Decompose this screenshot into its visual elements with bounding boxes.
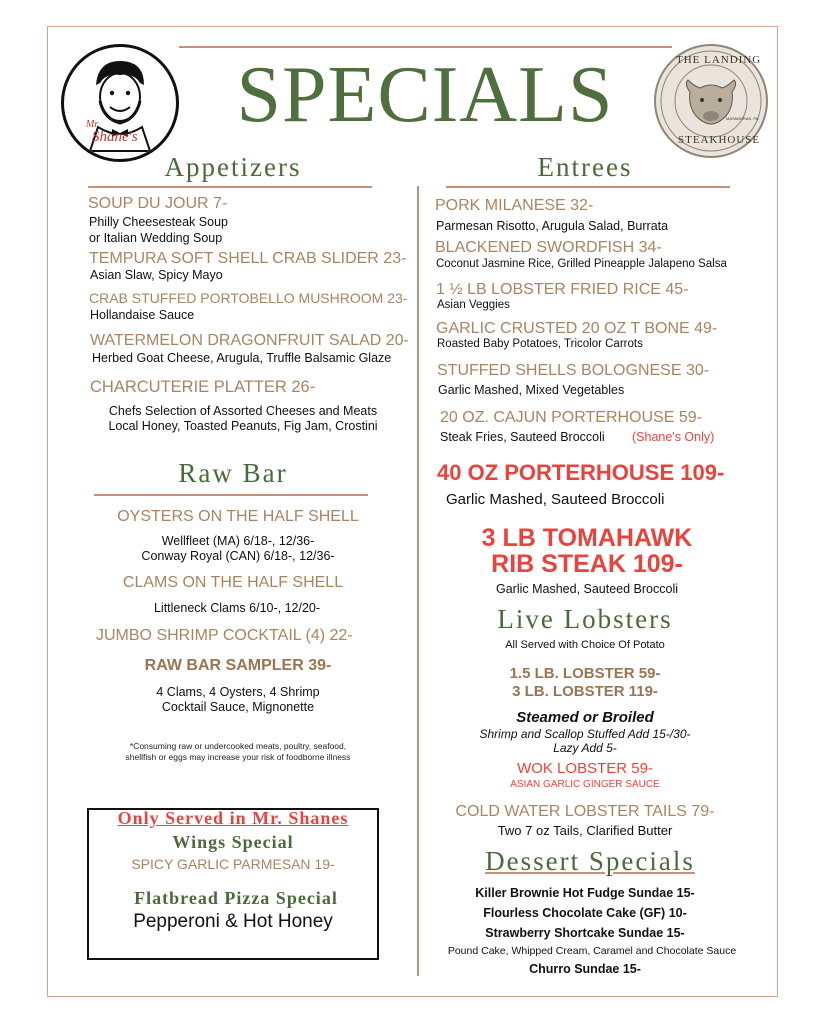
landing-steakhouse-logo (654, 44, 768, 158)
wok-lobster-name: WOK LOBSTER 59- (517, 760, 653, 777)
logo-text-shanes: Shane's (92, 129, 138, 145)
raw-sampler-desc-1: 4 Clams, 4 Oysters, 4 Shrimp (156, 685, 320, 699)
appetizer-salad-desc: Herbed Goat Cheese, Arugula, Truffle Balsamic Glaze (92, 351, 392, 365)
entrees-rule (446, 186, 730, 188)
entree-cajun-desc: Steak Fries, Sauteed Broccoli (440, 430, 605, 444)
entree-swordfish-name: BLACKENED SWORDFISH 34- (435, 239, 662, 256)
dessert-item-brownie: Killer Brownie Hot Fudge Sundae 15- (475, 886, 695, 900)
tomahawk-line-2: RIB STEAK 109- (491, 550, 683, 578)
logo-text-location: MATAMORAS, PA (726, 116, 759, 121)
raw-shrimp-cocktail-name: JUMBO SHRIMP COCKTAIL (4) 22- (96, 627, 353, 644)
appetizer-crab-slider-desc: Asian Slaw, Spicy Mayo (90, 268, 223, 282)
entree-cajun-name: 20 OZ. CAJUN PORTERHOUSE 59- (440, 409, 702, 426)
dessert-item-shortcake: Strawberry Shortcake Sundae 15- (485, 926, 685, 940)
entree-lobster-rice-desc: Asian Veggies (437, 299, 510, 311)
wings-special-title: Wings Special (172, 832, 294, 852)
appetizers-heading: Appetizers (164, 152, 302, 182)
appetizer-soup-desc-2: or Italian Wedding Soup (89, 231, 223, 245)
tomahawk-line-1: 3 LB TOMAHAWK (481, 524, 693, 552)
entree-pork-name: PORK MILANESE 32- (435, 197, 594, 214)
wok-lobster-desc: ASIAN GARLIC GINGER SAUCE (510, 779, 660, 790)
raw-oysters-name: OYSTERS ON THE HALF SHELL (117, 508, 359, 525)
column-divider (417, 186, 419, 976)
title-top-rule (179, 46, 672, 48)
appetizer-charcuterie-name: CHARCUTERIE PLATTER 26- (90, 378, 316, 396)
logo-text-mr: Mr. (86, 119, 100, 130)
raw-oysters-desc-2: Conway Royal (CAN) 6/18-, 12/36- (141, 549, 335, 563)
raw-sampler-desc-2: Cocktail Sauce, Mignonette (161, 700, 315, 714)
live-lobsters-heading: Live Lobsters (497, 604, 673, 634)
pizza-special-title: Flatbread Pizza Special (134, 888, 338, 908)
mr-shanes-box-heading: Only Served in Mr. Shanes (117, 808, 349, 828)
entree-cajun-note: (Shane's Only) (632, 430, 715, 444)
raw-clams-desc: Littleneck Clams 6/10-, 12/20- (153, 601, 321, 615)
logo-text-the-landing: THE LANDING (676, 54, 762, 66)
porterhouse-40oz-desc: Garlic Mashed, Sauteed Broccoli (446, 491, 665, 508)
appetizer-charcuterie-desc-2: Local Honey, Toasted Peanuts, Fig Jam, Crostini (108, 419, 378, 433)
dessert-item-cake: Flourless Chocolate Cake (GF) 10- (483, 906, 687, 920)
entrees-heading: Entrees (537, 152, 633, 182)
dessert-heading: Dessert Specials (485, 846, 695, 876)
entree-pork-desc: Parmesan Risotto, Arugula Salad, Burrata (436, 219, 669, 233)
logo-text-steakhouse: STEAKHOUSE (678, 134, 761, 146)
entree-swordfish-desc: Coconut Jasmine Rice, Grilled Pineapple Jalapeno Salsa (436, 258, 727, 270)
lobster-style: Steamed or Broiled (516, 709, 654, 726)
mr-shanes-logo (61, 44, 179, 162)
entree-shells-name: STUFFED SHELLS BOLOGNESE 30- (437, 362, 710, 379)
lobster-tails-desc: Two 7 oz Tails, Clarified Butter (497, 823, 673, 838)
appetizer-charcuterie-desc-1: Chefs Selection of Assorted Cheeses and Meats (108, 404, 378, 418)
live-lobsters-subheading: All Served with Choice Of Potato (505, 639, 665, 651)
entree-lobster-rice-name: 1 ½ LB LOBSTER FRIED RICE 45- (436, 281, 689, 298)
raw-oysters-desc-1: Wellfleet (MA) 6/18-, 12/36- (161, 534, 315, 548)
porterhouse-40oz-name: 40 OZ PORTERHOUSE 109- (437, 460, 725, 485)
raw-sampler-name: RAW BAR SAMPLER 39- (144, 657, 332, 674)
page-title: SPECIALS (236, 51, 614, 139)
lobster-tails-name: COLD WATER LOBSTER TAILS 79- (455, 803, 715, 820)
lobster-lazy: Lazy Add 5- (553, 741, 617, 755)
appetizer-crab-slider-name: TEMPURA SOFT SHELL CRAB SLIDER 23- (89, 250, 407, 267)
appetizers-rule (88, 186, 372, 188)
raw-bar-rule (94, 494, 368, 496)
tomahawk-desc: Garlic Mashed, Sauteed Broccoli (495, 582, 679, 596)
raw-bar-heading: Raw Bar (178, 458, 288, 488)
raw-disclaimer-2: shellfish or eggs may increase your risk of foodborne illness (125, 752, 351, 762)
raw-disclaimer-1: *Consuming raw or undercooked meats, poultry, seafood, (129, 741, 347, 751)
lobster-stuffed: Shrimp and Scallop Stuffed Add 15-/30- (479, 727, 691, 741)
raw-clams-name: CLAMS ON THE HALF SHELL (122, 574, 344, 591)
appetizer-mushroom-name: CRAB STUFFED PORTOBELLO MUSHROOM 23- (89, 290, 408, 306)
wings-special-desc: SPICY GARLIC PARMESAN 19- (131, 856, 335, 872)
entree-tbone-desc: Roasted Baby Potatoes, Tricolor Carrots (437, 338, 643, 350)
pizza-special-desc: Pepperoni & Hot Honey (133, 911, 333, 932)
lobster-size-2: 3 LB. LOBSTER 119- (512, 683, 658, 700)
appetizer-mushroom-desc: Hollandaise Sauce (90, 308, 195, 322)
dessert-item-churro: Churro Sundae 15- (529, 962, 641, 976)
appetizer-salad-name: WATERMELON DRAGONFRUIT SALAD 20- (90, 332, 409, 349)
mr-shanes-specials-box (87, 808, 379, 960)
appetizer-soup-name: SOUP DU JOUR 7- (88, 195, 228, 212)
entree-shells-desc: Garlic Mashed, Mixed Vegetables (438, 383, 625, 397)
lobster-size-1: 1.5 LB. LOBSTER 59- (509, 665, 661, 682)
entree-tbone-name: GARLIC CRUSTED 20 OZ T BONE 49- (436, 320, 718, 337)
appetizer-soup-desc-1: Philly Cheesesteak Soup (89, 215, 228, 229)
dessert-shortcake-desc: Pound Cake, Whipped Cream, Caramel and Chocolate Sauce (447, 945, 737, 957)
